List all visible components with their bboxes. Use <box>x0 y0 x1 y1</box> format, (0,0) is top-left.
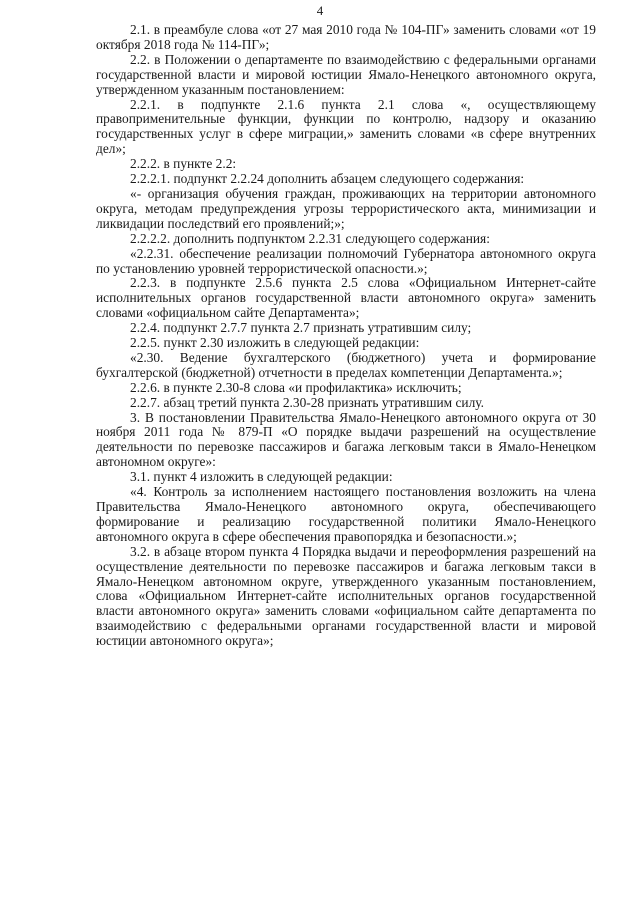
paragraph-2-2-2-2: 2.2.2.2. дополнить подпунктом 2.2.31 следующего содержания: <box>130 230 490 246</box>
paragraph-quote-2-30: «2.30. Ведение бухгалтерского (бюджетного) учета и формирование бухгалтерской (бюджетной) отчетности в пределах компетенции Департамента.»; <box>96 349 596 380</box>
paragraph-2-2-7: 2.2.7. абзац третий пункта 2.30-28 признать утратившим силу. <box>130 394 484 410</box>
paragraph-2-1: 2.1. в преамбуле слова «от 27 мая 2010 года № 104-ПГ» заменить словами «от 19 октября 2018 года № 114-ПГ»; <box>96 22 596 52</box>
paragraph-2-2-2-1: 2.2.2.1. подпункт 2.2.24 дополнить абзацем следующего содержания: <box>130 171 525 187</box>
paragraph-2-2: 2.2. в Положении о департаменте по взаимодействию с федеральными органами государственной власти и мировой юстиции Ямало-Ненецкого автономного округа, утвержденном указанным постановлением: <box>96 51 596 97</box>
paragraph-quote-4: «4. Контроль за исполнением настоящего постановления возложить на члена Правительства Ямало-Ненецкого автономного округа, обеспечивающего формирование и реализацию государственной политики Ямало-Ненецкого автономного округа в сфере обеспечения правопорядка и безопасности.»; <box>96 484 596 544</box>
paragraph-2-2-4: 2.2.4. подпункт 2.7.7 пункта 2.7 признать утратившим силу; <box>130 320 472 336</box>
paragraph-quote-2-2-31: «2.2.31. обеспечение реализации полномочий Губернатора автономного округа по установлению уровней террористической опасности.»; <box>96 245 596 276</box>
paragraph-3-1: 3.1. пункт 4 изложить в следующей редакции: <box>130 469 393 485</box>
page-number: 4 <box>316 3 324 18</box>
paragraph-2-2-3: 2.2.3. в подпункте 2.5.6 пункта 2.5 слова «Официальном Интернет-сайте исполнительных органов государственной власти автономного округа» заменить словами «официальном сайте Департамента»; <box>96 275 596 321</box>
paragraph-2-2-1: 2.2.1. в подпункте 2.1.6 пункта 2.1 слова «, осуществляющему правоприменительные функции, функции по контролю, надзору и оказанию государственных услуг в сфере миграции,» заменить словами «в сфере внутренних дел»; <box>96 96 596 157</box>
document-body <box>96 23 596 649</box>
paragraph-3: 3. В постановлении Правительства Ямало-Ненецкого автономного округа от 30 ноября 2011 года № 879-П «О порядке выдачи разрешений на осуществление деятельности по перевозке пассажиров и багажа легковым такси в Ямало-Ненецком автономном округе»: <box>96 409 596 470</box>
paragraph-2-2-5: 2.2.5. пункт 2.30 изложить в следующей редакции: <box>130 335 420 351</box>
paragraph-2-2-2: 2.2.2. в пункте 2.2: <box>130 156 237 172</box>
paragraph-3-2: 3.2. в абзаце втором пункта 4 Порядка выдачи и переоформления разрешений на осуществление деятельности по перевозке пассажиров и багажа легковым такси в Ямало-Ненецком автономном округе, утвержденного указанным постановлением, слова «Официальном Интернет-сайте исполнительных органов государственной власти автономного округа» заменить словами «официальном сайте департамента по взаимодействию с федеральными органами государственной власти и мировой юстиции автономного округа»; <box>96 543 596 649</box>
paragraph-quote-terrorism-training: «- организация обучения граждан, проживающих на территории автономного округа, методам предупреждения угрозы террористического акта, минимизации и ликвидации последствий его проявлений;»; <box>96 185 596 231</box>
paragraph-2-2-6: 2.2.6. в пункте 2.30-8 слова «и профилактика» исключить; <box>130 379 462 395</box>
